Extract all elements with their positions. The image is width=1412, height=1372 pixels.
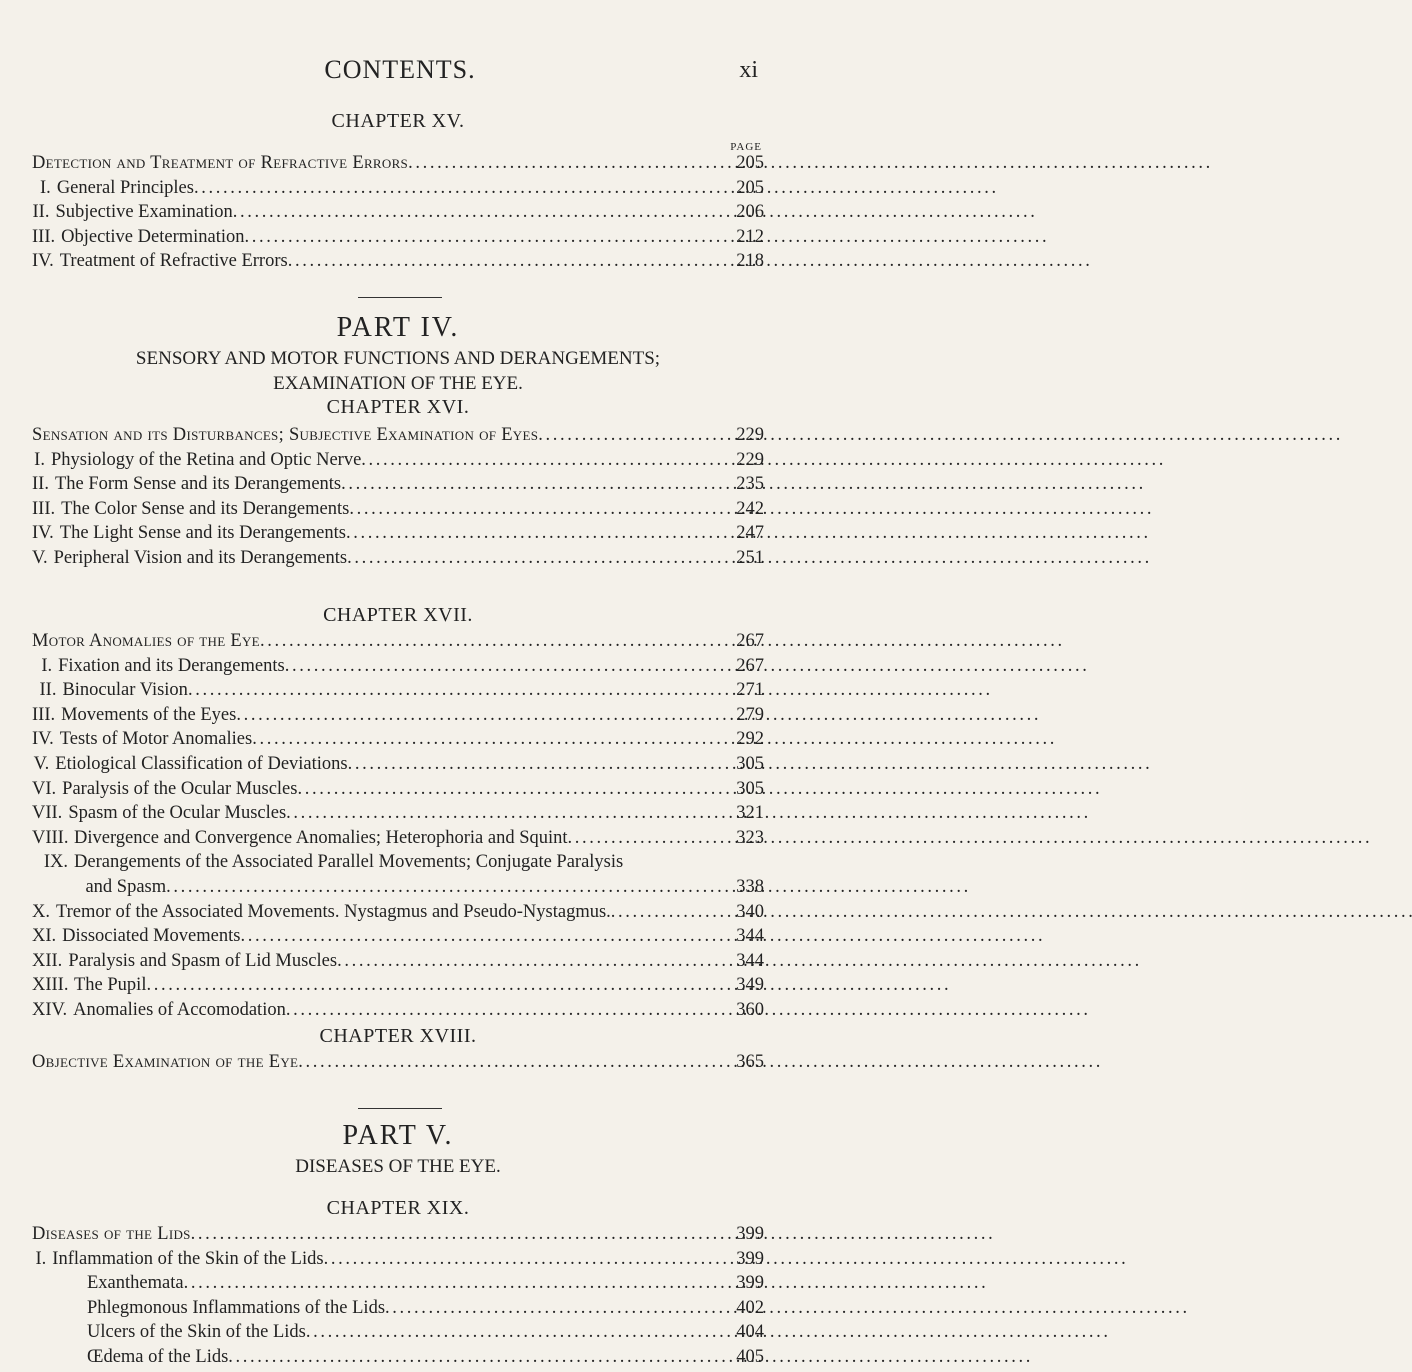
section-divider [358,1108,442,1109]
toc-main-entry [32,153,764,178]
toc-subentry [32,1322,764,1347]
entry-page: 205 [736,177,764,198]
toc-entry [32,803,764,828]
part-iv-heading [32,312,764,396]
entry-page: 365 [736,1052,764,1072]
entry-page: 235 [736,474,764,495]
entry-page: 399 [736,1248,764,1269]
toc-entry [32,729,764,754]
entry-title: Detection and Treatment of Refractive Errors [32,153,409,173]
entry-title: Spasm of the Ocular Muscles [68,803,287,824]
entry-page: 292 [736,729,764,750]
entry-number: X. [32,901,50,922]
toc-entry [32,251,764,276]
dot-leader [285,656,733,677]
entry-page: 399 [736,1224,764,1244]
entry-title: Anomalies of Accomodation [73,999,286,1020]
toc-entry [32,828,764,853]
entry-number: XI. [32,926,57,947]
entry-title: The Pupil [74,975,147,996]
entry-page: 267 [736,631,764,651]
entry-title: Motor Anomalies of the Eye [32,631,260,651]
entry-number: VI. [32,778,57,799]
dot-leader [260,631,732,652]
part-subtitle: SENSORY AND MOTOR FUNCTIONS AND DERANGEMENTS; [135,348,661,369]
toc-entry [32,852,764,877]
entry-number: VIII. [32,827,69,848]
entry-title: Physiology of the Retina and Optic Nerve [50,449,362,470]
dot-leader [286,1000,732,1021]
chapter-xviii-section [32,1025,764,1077]
part-title: PART V. [342,1120,454,1151]
entry-page: 271 [736,680,764,701]
dot-leader [188,680,732,701]
entry-title: Treatment of Refractive Errors [59,251,288,272]
entry-page: 404 [736,1322,764,1343]
entry-page: 267 [736,655,764,676]
entry-page: 206 [736,202,764,223]
entry-number: IV. [32,251,54,272]
entry-title: Binocular Vision [62,680,188,701]
dot-leader [184,1273,733,1294]
entry-title: Objective Examination of the Eye [32,1052,299,1072]
entry-title: General Principles [56,177,194,198]
toc-main-entry [32,1224,764,1249]
chapter-heading: CHAPTER XIX. [326,1197,470,1219]
dot-leader [228,1347,732,1368]
toc-entry [32,548,764,573]
dot-leader [347,548,732,569]
entry-title: Paralysis of the Ocular Muscles [62,778,298,799]
entry-title: The Color Sense and its Derangements [61,498,350,519]
dot-leader [288,251,733,272]
entry-page: 323 [736,827,764,848]
entry-title: Divergence and Convergence Anomalies; Heterophoria and Squint [74,827,568,848]
entry-title: Fixation and its Derangements [58,655,285,676]
toc-entry [32,705,764,730]
part-subtitle: EXAMINATION OF THE EYE. [273,373,523,394]
entry-title: Dissociated Movements [62,926,241,947]
dot-leader [385,1298,732,1319]
dot-leader [166,877,732,898]
toc-entry [32,779,764,804]
page-number: xi [739,57,758,83]
toc-subentry [32,1298,764,1323]
section-divider [358,297,442,298]
entry-title: and Spasm [85,876,167,897]
dot-leader [252,729,732,750]
chapter-heading: CHAPTER XVI. [326,396,470,418]
entry-page: 399 [736,1273,764,1294]
entry-number: V. [33,753,50,774]
toc-entry [32,1000,764,1025]
entry-title: Tremor of the Associated Movements. Nystagmus and Pseudo-Nystagmus. [56,901,611,922]
entry-title: Objective Determination [61,226,245,247]
toc-entry [32,202,764,227]
dot-leader [568,828,733,849]
entry-number: I. [41,655,53,676]
entry-number: III. [32,704,56,725]
entry-page: 344 [736,926,764,947]
dot-leader [611,902,732,923]
dot-leader [236,705,732,726]
chapter-xvi-section [32,396,764,573]
entry-number: IX. [43,852,68,873]
dot-leader [349,499,732,520]
entry-title: Diseases of the Lids [32,1224,191,1244]
dot-leader [361,450,732,471]
toc-entry [32,975,764,1000]
entry-title: Œdema of the Lids [87,1346,229,1367]
toc-entry [32,178,764,203]
entry-page: 305 [736,753,764,774]
entry-page: 338 [736,876,764,897]
entry-title: Exanthemata [87,1273,184,1294]
entry-page: 212 [736,226,764,247]
entry-number: IV. [32,729,54,750]
running-title: CONTENTS. [324,55,476,84]
entry-number: XII. [32,950,63,971]
toc-main-entry [32,631,764,656]
dot-leader [240,926,732,947]
entry-title: Subjective Examination [55,202,233,223]
entry-page: 279 [736,704,764,725]
entry-page: 305 [736,778,764,799]
chapter-heading: CHAPTER XVIII. [319,1025,477,1047]
entry-title: The Form Sense and its Derangements [54,474,342,495]
entry-page: 205 [736,153,764,173]
entry-page: 405 [736,1346,764,1367]
entry-page: 360 [736,999,764,1020]
entry-page: 247 [736,523,764,544]
dot-leader [286,803,732,824]
entry-number: II. [32,202,50,223]
entry-number: XIV. [32,999,68,1020]
entry-number: VII. [32,803,63,824]
entry-number: I. [40,177,51,198]
chapter-heading: CHAPTER XV. [331,110,465,132]
part-title: PART IV. [336,312,460,343]
dot-leader [324,1249,733,1270]
entry-title: Derangements of the Associated Parallel Movements; Conjugate Paralysis [74,852,624,873]
entry-page: 321 [736,803,764,824]
dot-leader [346,523,732,544]
toc-entry [32,656,764,681]
dot-leader [191,1224,733,1245]
toc-main-entry [32,425,764,450]
page-column-label: PAGE [730,141,762,153]
entry-number: V. [32,547,48,568]
toc-entry [32,902,764,927]
entry-title: Peripheral Vision and its Derangements [53,547,348,568]
entry-title: Sensation and its Disturbances; Subjective Examination of Eyes [32,425,539,445]
entry-page: 229 [736,449,764,470]
entry-number: I. [34,449,45,470]
dot-leader [146,975,732,996]
toc-subentry [32,1347,764,1372]
entry-number: II. [32,474,49,495]
toc-entry [32,227,764,252]
part-v-heading [32,1120,764,1179]
entry-title: Ulcers of the Skin of the Lids [87,1322,306,1343]
entry-number: III. [32,226,56,247]
dot-leader [194,178,732,199]
entry-number: IV. [32,523,54,544]
part-subtitle: DISEASES OF THE EYE. [295,1156,501,1177]
entry-title: Movements of the Eyes [61,704,237,725]
toc-subentry [32,1273,764,1298]
entry-page: 229 [736,425,764,445]
toc-main-entry [32,1052,764,1077]
toc-entry [32,523,764,548]
entry-title: Inflammation of the Skin of the Lids [52,1248,324,1269]
entry-page: 340 [736,901,764,922]
dot-leader [306,1322,732,1343]
dot-leader [233,202,733,223]
entry-page: 251 [736,547,764,568]
chapter-xix-section [32,1197,764,1372]
dot-leader [538,425,732,446]
toc-entry [32,951,764,976]
entry-title: Phlegmonous Inflammations of the Lids [87,1297,386,1318]
entry-number: II. [39,680,57,701]
dot-leader [298,1052,732,1073]
entry-page: 349 [736,975,764,996]
entry-page: 242 [736,498,764,519]
entry-page: 402 [736,1297,764,1318]
toc-entry [32,754,764,779]
entry-number: I. [35,1248,47,1269]
toc-entry [32,450,764,475]
dot-leader [297,779,732,800]
dot-leader [348,754,733,775]
entry-page: 218 [736,251,764,272]
entry-title: Paralysis and Spasm of Lid Muscles [68,950,338,971]
chapter-heading: CHAPTER XVII. [323,604,473,626]
toc-entry-continuation [32,877,764,902]
toc-entry [32,499,764,524]
toc-entry [32,474,764,499]
chapter-xv-section [32,110,764,276]
entry-number: XIII. [32,975,69,996]
entry-title: Tests of Motor Anomalies [59,729,253,750]
running-head [0,55,800,85]
entry-page: 344 [736,950,764,971]
toc-entry [32,926,764,951]
toc-entry [32,1249,764,1274]
entry-title: Etiological Classification of Deviations [55,753,348,774]
entry-title: The Light Sense and its Derangements [59,523,346,544]
toc-entry [32,680,764,705]
chapter-xvii-section [32,604,764,1025]
dot-leader [408,153,732,174]
dot-leader [341,474,732,495]
dot-leader [245,227,733,248]
entry-number: III. [32,498,56,519]
dot-leader [337,951,732,972]
